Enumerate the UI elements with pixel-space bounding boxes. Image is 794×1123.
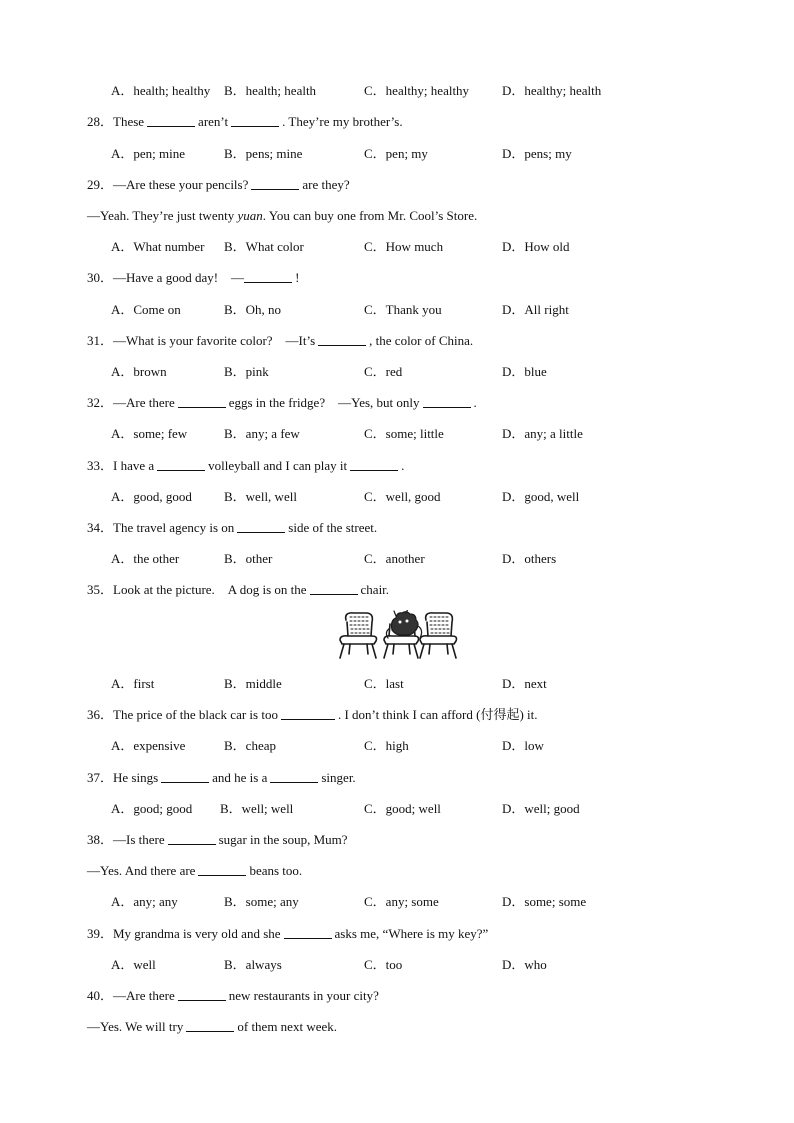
options-q37: [0, 801, 794, 817]
option-b[interactable]: B．health; health: [224, 83, 317, 98]
option-b[interactable]: B．What color: [224, 239, 304, 254]
option-c[interactable]: C．any; some: [364, 894, 439, 909]
question-33: [87, 458, 404, 474]
option-c[interactable]: C．well, good: [364, 489, 441, 504]
question-text: and he is a: [212, 770, 268, 785]
option-a[interactable]: A．good; good: [111, 801, 193, 816]
option-c[interactable]: C．some; little: [364, 426, 444, 441]
question-text: , the color of China.: [369, 333, 474, 348]
question-31: [87, 333, 473, 349]
option-b[interactable]: B．Oh, no: [224, 302, 282, 317]
answer-blank[interactable]: [318, 333, 366, 346]
question-35: [87, 582, 389, 598]
question-38: [87, 832, 348, 848]
options-q36: [0, 738, 794, 754]
option-c[interactable]: C．healthy; healthy: [364, 83, 470, 98]
question-text: 34．The travel agency is on: [87, 520, 235, 535]
answer-blank[interactable]: [168, 832, 216, 845]
question-36: [87, 707, 538, 723]
option-a[interactable]: A．first: [111, 676, 155, 691]
question-text: of them next week.: [237, 1019, 337, 1034]
option-a[interactable]: A．What number: [111, 239, 205, 254]
option-d[interactable]: D．who: [502, 957, 547, 972]
question-text: eggs in the fridge? —Yes, but only: [228, 395, 420, 410]
dog-icon: [386, 610, 421, 638]
options-q30: [0, 302, 794, 318]
question-text: are they?: [302, 177, 350, 192]
chair-left-icon: [340, 613, 377, 658]
option-b[interactable]: B．always: [224, 957, 282, 972]
option-d[interactable]: D．pens; my: [502, 146, 572, 161]
option-c[interactable]: C．How much: [364, 239, 444, 254]
option-a[interactable]: A．pen; mine: [111, 146, 186, 161]
answer-blank[interactable]: [251, 177, 299, 190]
question-text: . I don’t think I can afford (付得起) it.: [337, 707, 538, 722]
answer-blank[interactable]: [178, 395, 226, 408]
question-text: 29．—Are these your pencils?: [87, 177, 249, 192]
option-a[interactable]: A．well: [111, 957, 156, 972]
option-a[interactable]: A．health; healthy: [111, 83, 211, 98]
option-d[interactable]: D．any; a little: [502, 426, 583, 441]
option-c[interactable]: C．last: [364, 676, 404, 691]
option-c[interactable]: C．red: [364, 364, 403, 379]
option-d[interactable]: D．All right: [502, 302, 569, 317]
option-d[interactable]: D．How old: [502, 239, 570, 254]
options-q38: [0, 894, 794, 910]
option-d[interactable]: D．others: [502, 551, 557, 566]
option-d[interactable]: D．some; some: [502, 894, 587, 909]
question-text: —Yes. We will try: [87, 1019, 184, 1034]
answer-blank[interactable]: [423, 395, 471, 408]
question-39: [87, 926, 488, 942]
question-text: 31．—What is your favorite color? —It’s: [87, 333, 316, 348]
question-text: new restaurants in your city?: [228, 988, 379, 1003]
option-d[interactable]: D．healthy; health: [502, 83, 602, 98]
option-d[interactable]: D．blue: [502, 364, 547, 379]
options-q35: [0, 676, 794, 692]
answer-blank[interactable]: [284, 926, 332, 939]
option-a[interactable]: A．any; any: [111, 894, 178, 909]
question-29: [87, 177, 350, 193]
answer-blank[interactable]: [270, 770, 318, 783]
options-q27: [0, 83, 794, 99]
question-text: . You can buy one from Mr. Cool’s Store.: [262, 208, 478, 223]
chair-right-icon: [420, 613, 457, 658]
question-text: 38．—Is there: [87, 832, 165, 847]
question-text: volleyball and I can play it: [208, 458, 348, 473]
option-d[interactable]: D．next: [502, 676, 547, 691]
answer-blank[interactable]: [186, 1019, 234, 1032]
options-q39: [0, 957, 794, 973]
question-text: 35．Look at the picture. A dog is on the: [87, 582, 307, 597]
question-28: [87, 114, 403, 130]
question-text: 32．—Are there: [87, 395, 175, 410]
option-a[interactable]: A．the other: [111, 551, 180, 566]
option-b[interactable]: B．other: [224, 551, 273, 566]
question-text: aren’t: [198, 114, 229, 129]
option-d[interactable]: D．low: [502, 738, 544, 753]
question-text: —Yeah. They’re just twenty: [87, 208, 235, 223]
question-34: [87, 520, 377, 536]
question-text: .: [401, 458, 405, 473]
option-c[interactable]: C．another: [364, 551, 425, 566]
option-a[interactable]: A．Come on: [111, 302, 181, 317]
options-q33: [0, 489, 794, 505]
option-d[interactable]: D．well; good: [502, 801, 580, 816]
question-text: 40．—Are there: [87, 988, 175, 1003]
option-d[interactable]: D．good, well: [502, 489, 580, 504]
question-text: asks me, “Where is my key?”: [334, 926, 489, 941]
question-text: 36．The price of the black car is too: [87, 707, 278, 722]
answer-blank[interactable]: [310, 582, 358, 595]
answer-blank[interactable]: [237, 520, 285, 533]
question-40-line2: [87, 1019, 337, 1035]
options-q28: [0, 146, 794, 162]
options-q32: [0, 426, 794, 442]
question-40: [87, 988, 379, 1004]
question-text: 28．These: [87, 114, 145, 129]
option-c[interactable]: C．good; well: [364, 801, 441, 816]
option-b[interactable]: B．middle: [224, 676, 282, 691]
option-b[interactable]: B．well; well: [220, 801, 294, 816]
answer-blank[interactable]: [147, 114, 195, 127]
question-text: 39．My grandma is very old and she: [87, 926, 281, 941]
option-a[interactable]: A．expensive: [111, 738, 186, 753]
question-text: 37．He sings: [87, 770, 159, 785]
question-32: [87, 395, 477, 411]
option-b[interactable]: B．some; any: [224, 894, 299, 909]
question-text: singer.: [321, 770, 356, 785]
answer-blank[interactable]: [350, 458, 398, 471]
option-c[interactable]: C．high: [364, 738, 409, 753]
question-text: side of the street.: [288, 520, 378, 535]
question-text: chair.: [360, 582, 390, 597]
options-q29: [0, 239, 794, 255]
option-c[interactable]: C．Thank you: [364, 302, 442, 317]
answer-blank[interactable]: [244, 270, 292, 283]
answer-blank[interactable]: [281, 707, 335, 720]
option-a[interactable]: A．some; few: [111, 426, 188, 441]
question-text: 33．I have a: [87, 458, 155, 473]
three-chairs-with-dog-icon: [334, 610, 462, 662]
question-text: . They’re my brother’s.: [282, 114, 403, 129]
question-text: —Yes. And there are: [87, 863, 196, 878]
option-a[interactable]: A．brown: [111, 364, 167, 379]
option-b[interactable]: B．pens; mine: [224, 146, 303, 161]
option-c[interactable]: C．pen; my: [364, 146, 428, 161]
question-text: !: [295, 270, 300, 285]
answer-blank[interactable]: [178, 988, 226, 1001]
option-b[interactable]: B．any; a few: [224, 426, 300, 441]
option-b[interactable]: B．pink: [224, 364, 269, 379]
answer-blank[interactable]: [157, 458, 205, 471]
question-text: .: [473, 395, 477, 410]
options-q31: [0, 364, 794, 380]
question-37: [87, 770, 356, 786]
italic-word: yuan: [237, 208, 263, 223]
answer-blank[interactable]: [231, 114, 279, 127]
question-text: beans too.: [249, 863, 303, 878]
option-b[interactable]: B．cheap: [224, 738, 276, 753]
question-text: sugar in the soup, Mum?: [218, 832, 348, 847]
question-29-line2: [87, 208, 477, 224]
question-text: 30．—Have a good day! —: [87, 270, 245, 285]
answer-blank[interactable]: [198, 863, 246, 876]
question-30: [87, 270, 299, 286]
answer-blank[interactable]: [161, 770, 209, 783]
option-c[interactable]: C．too: [364, 957, 403, 972]
option-b[interactable]: B．well, well: [224, 489, 297, 504]
option-a[interactable]: A．good, good: [111, 489, 192, 504]
options-q34: [0, 551, 794, 567]
question-38-line2: [87, 863, 302, 879]
